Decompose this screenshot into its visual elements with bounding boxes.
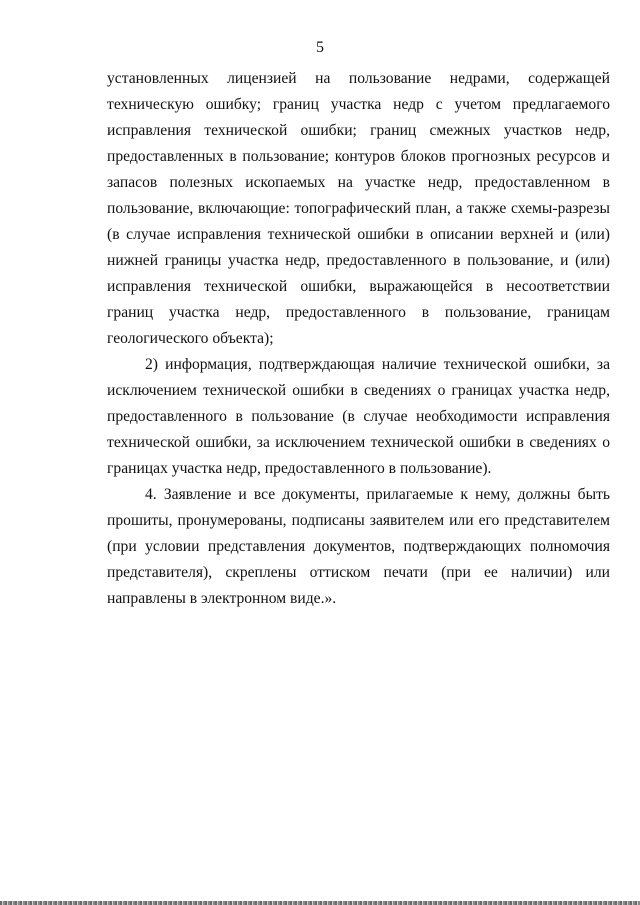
paragraph-item-2: 2) информация, подтверждающая наличие технической ошибки, за исключением технической ошибки в сведениях о границах участка недр, предоставленного в пользование (в случае необходимости исправления технической ошибки, за исключением технической ошибки в сведениях о границах участка недр, предоставленного в пользование). (107, 356, 610, 477)
document-body (107, 66, 610, 612)
page-number: 5 (316, 39, 324, 56)
scan-bottom-edge (0, 901, 640, 905)
paragraph-continuation: установленных лицензией на пользование недрами, содержащей техническую ошибку; границ участка недр с учетом предлагаемого исправления технической ошибки; границ смежных участков недр, предоставленных в пользование; контуров блоков прогнозных ресурсов и запасов полезных ископаемых на участке недр, предоставленном в пользование, включающие: топографический план, а также схемы-разрезы (в случае исправления технической ошибки в описании верхней и (или) нижней границы участка недр, предоставленного в пользование, и (или) исправления технической ошибки, выражающейся в несоответствии границ участка недр, предоставленного в пользование, границам геологического объекта); (107, 70, 610, 347)
paragraph-item-4: 4. Заявление и все документы, прилагаемые к нему, должны быть прошиты, пронумерованы, подписаны заявителем или его представителем (при условии представления документов, подтверждающих полномочия представителя), скреплены оттиском печати (при ее наличии) или направлены в электронном виде.». (107, 486, 610, 607)
